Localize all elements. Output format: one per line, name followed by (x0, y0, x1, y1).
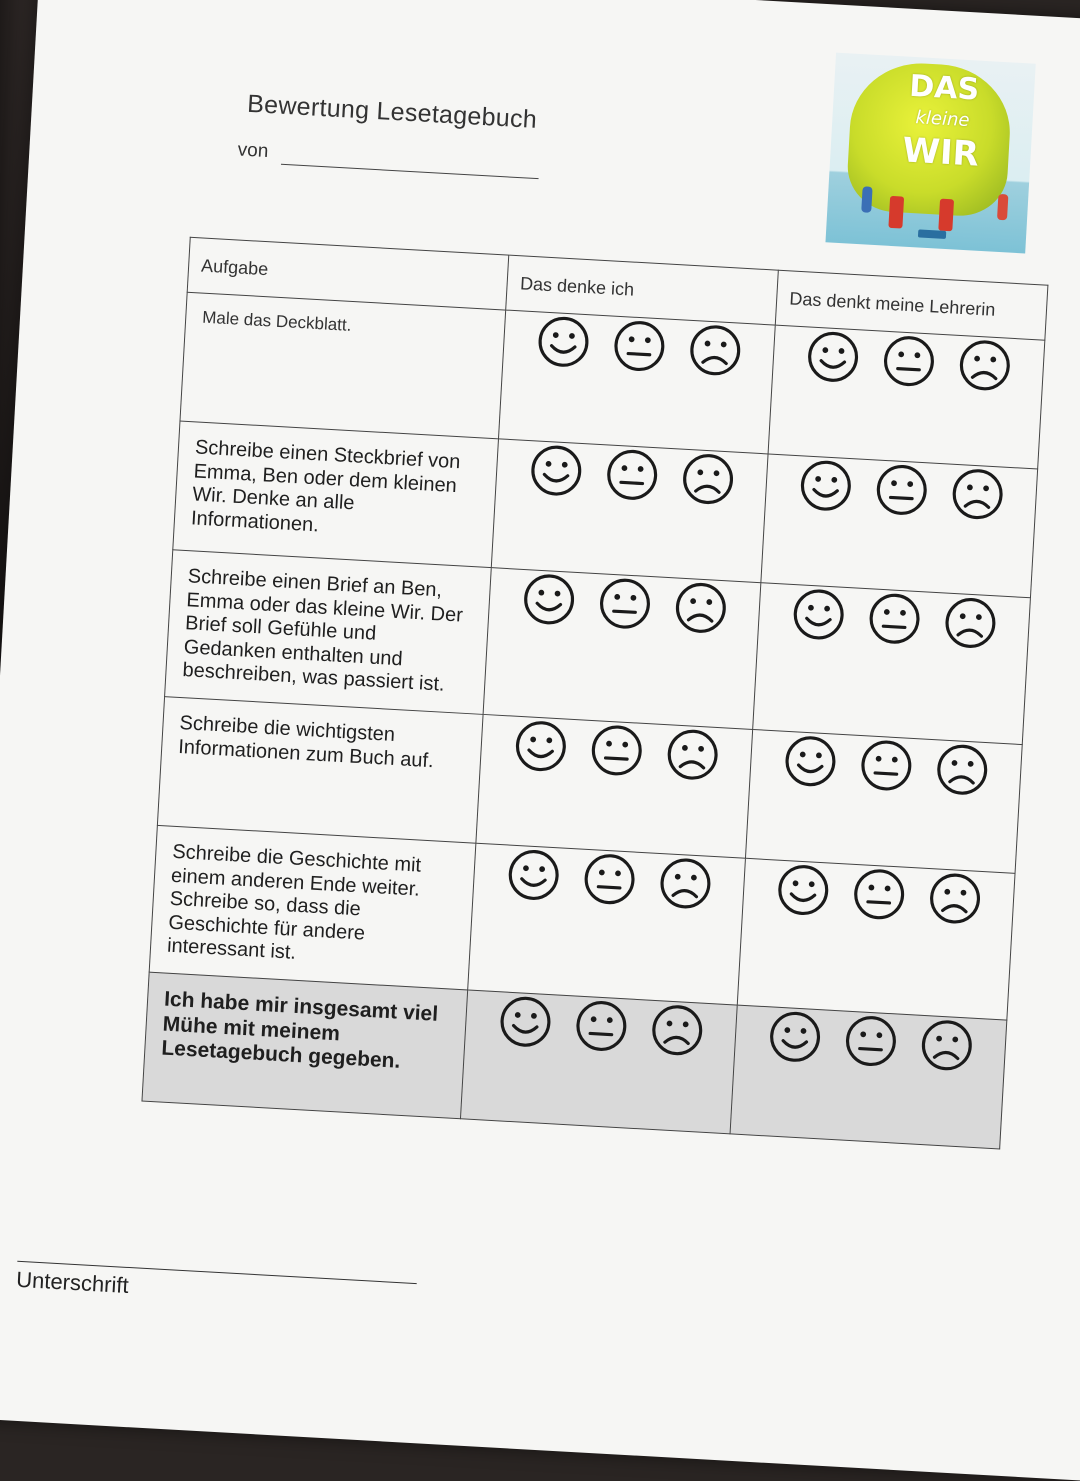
self-rating-cell (492, 439, 769, 583)
neutral-face-icon[interactable] (588, 722, 645, 779)
sad-face-icon[interactable] (918, 1017, 975, 1074)
sad-face-icon[interactable] (933, 741, 990, 798)
sad-face-icon[interactable] (679, 451, 736, 508)
cover-creature-leg (888, 196, 904, 229)
neutral-face-icon[interactable] (866, 590, 923, 647)
cover-title-line2: kleine (914, 107, 971, 132)
task-cell: Schreibe einen Brief an Ben, Emma oder das kleine Wir. Der Brief soll Gefühle und Gedanken enthalten und beschreiben, was passiert ist. (165, 550, 492, 715)
teacher-rating-cell (737, 858, 1015, 1020)
neutral-face-icon[interactable] (604, 446, 661, 503)
sad-face-icon[interactable] (926, 870, 983, 927)
teacher-rating-cell (761, 454, 1038, 598)
book-cover-image (825, 53, 1035, 254)
sad-face-icon[interactable] (657, 855, 714, 912)
neutral-face-icon[interactable] (850, 866, 907, 923)
task-cell: Ich habe mir insgesamt viel Mühe mit meinem Lesetagebuch gegeben. (142, 972, 468, 1119)
sad-face-icon[interactable] (942, 594, 999, 651)
happy-face-icon[interactable] (774, 862, 831, 919)
task-cell: Schreibe einen Steckbrief von Emma, Ben oder dem kleinen Wir. Denke an alle Informationen. (173, 421, 499, 568)
neutral-face-icon[interactable] (581, 851, 638, 908)
self-rating-cell (461, 990, 738, 1134)
happy-face-icon[interactable] (497, 993, 554, 1050)
happy-face-icon[interactable] (512, 718, 569, 775)
self-rating-cell (476, 714, 753, 858)
sad-face-icon[interactable] (664, 726, 721, 783)
teacher-rating-cell (730, 1005, 1007, 1149)
happy-face-icon[interactable] (790, 586, 847, 643)
sad-face-icon[interactable] (956, 337, 1013, 394)
teacher-rating-cell (753, 583, 1031, 745)
column-header-self: Das denke ich (506, 255, 778, 325)
von-label: von (237, 139, 269, 163)
happy-face-icon[interactable] (804, 328, 861, 385)
sad-face-icon[interactable] (949, 466, 1006, 523)
cover-child-figure (861, 186, 872, 213)
sad-face-icon[interactable] (672, 579, 729, 636)
self-rating-cell (468, 843, 746, 1005)
cover-title-line3: WIR (901, 130, 980, 175)
neutral-face-icon[interactable] (873, 461, 930, 518)
teacher-rating-cell (746, 729, 1023, 873)
signature-label: Unterschrift (15, 1266, 130, 1298)
happy-face-icon[interactable] (505, 846, 562, 903)
neutral-face-icon[interactable] (573, 997, 630, 1054)
neutral-face-icon[interactable] (842, 1013, 899, 1070)
task-cell: Schreibe die Geschichte mit einem anderen Ende weiter. Schreibe so, dass die Geschichte für andere interessant ist. (149, 825, 476, 990)
name-field-line[interactable] (281, 164, 539, 179)
sad-face-icon[interactable] (687, 322, 744, 379)
task-cell: Male das Deckblatt. (180, 292, 506, 439)
happy-face-icon[interactable] (766, 1008, 823, 1065)
evaluation-table (141, 237, 1048, 1150)
publisher-logo (918, 229, 946, 239)
cover-child-figure (997, 194, 1008, 221)
neutral-face-icon[interactable] (611, 318, 668, 375)
happy-face-icon[interactable] (520, 571, 577, 628)
column-header-task: Aufgabe (187, 237, 509, 310)
task-cell: Schreibe die wichtigsten Informationen zum Buch auf. (157, 697, 483, 844)
neutral-face-icon[interactable] (596, 575, 653, 632)
happy-face-icon[interactable] (797, 457, 854, 514)
sad-face-icon[interactable] (649, 1002, 706, 1059)
cover-creature-leg (938, 199, 954, 232)
neutral-face-icon[interactable] (880, 333, 937, 390)
self-rating-cell (484, 568, 762, 730)
happy-face-icon[interactable] (782, 733, 839, 790)
page-title: Bewertung Lesetagebuch (246, 89, 538, 134)
happy-face-icon[interactable] (528, 442, 585, 499)
cover-title-line1: DAS (908, 68, 981, 108)
neutral-face-icon[interactable] (858, 737, 915, 794)
column-header-teacher: Das denkt meine Lehrerin (775, 270, 1047, 340)
happy-face-icon[interactable] (535, 313, 592, 370)
teacher-rating-cell (768, 325, 1045, 469)
self-rating-cell (499, 310, 776, 454)
